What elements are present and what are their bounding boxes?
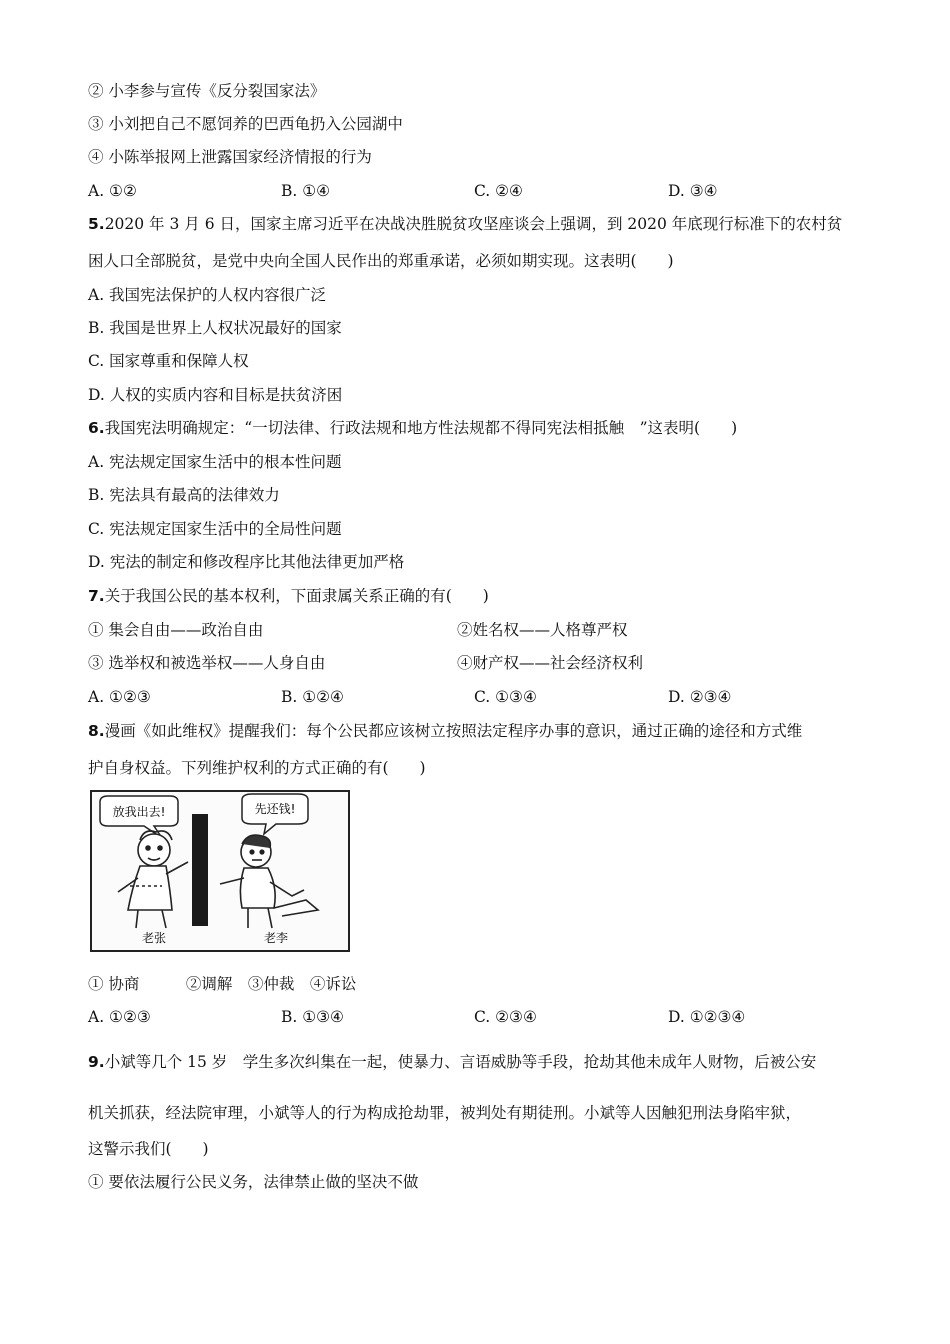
rights-cartoon-image [90,790,350,952]
right-bubble-text: 先还钱! [254,802,296,816]
q5-stem-line-2: 困人口全部脱贫，是党中央向全国人民作出的郑重承诺，必须如期实现。这表明( ) [88,252,674,270]
q8-stem-line-2: 护自身权益。下列维护权利的方式正确的有( ) [88,759,426,777]
q7-option-c: C. ①③④ [474,688,537,706]
q8-option-c: C. ②③④ [474,1008,537,1026]
name-label-right: 老李 [263,931,289,945]
q9-number: 9. [88,1053,105,1071]
q9-stem-line-1 [88,1051,816,1073]
q5-stem-line-1 [88,213,842,235]
q8-option-b: B. ①③④ [281,1008,344,1026]
q7-item-2: ②姓名权——人格尊严权 [457,621,628,639]
q5-option-a: A. 我国宪法保护的人权内容很广泛 [88,286,327,304]
man-left-figure [118,831,188,928]
q8-stem-text: 漫画《如此维权》提醒我们：每个公民都应该树立按照法定程序办事的意识，通过正确的途径和方式维 [104,722,803,740]
q8-items: ① 协商 ②调解 ③仲裁 ④诉讼 [88,975,357,993]
q4-item-2: ② 小李参与宣传《反分裂国家法》 [88,82,326,100]
left-bubble-text: 放我出去! [112,805,166,819]
q7-item-1: ① 集会自由——政治自由 [88,621,264,639]
q9-item-1: ① 要依法履行公民义务，法律禁止做的坚决不做 [88,1173,419,1191]
q6-option-d: D. 宪法的制定和修改程序比其他法律更加严格 [88,553,405,571]
name-label-left: 老张 [141,931,167,945]
q6-number: 6. [88,419,105,437]
q7-stem-line-1 [88,585,489,607]
q9-stem-text: 小斌等几个 15 岁 学生多次纠集在一起，使暴力、言语威胁等手段，抢劫其他未成年人财物，后被公安 [104,1053,817,1071]
door-divider [192,814,208,926]
q7-stem-text: 关于我国公民的基本权利，下面隶属关系正确的有( ) [104,587,489,605]
q4-option-d: D. ③④ [668,182,718,200]
q7-option-d: D. ②③④ [668,688,732,706]
q7-option-a: A. ①②③ [88,688,151,706]
q7-item-4: ④财产权——社会经济权利 [457,654,644,672]
q5-stem-text: 2020 年 3 月 6 日，国家主席习近平在决战决胜脱贫攻坚座谈会上强调，到 2020 年底现行标准下的农村贫 [104,215,843,233]
q6-stem-text: 我国宪法明确规定：“一切法律、行政法规和地方性法规都不得同宪法相抵触 ”这表明( ) [104,419,738,437]
q6-option-b: B. 宪法具有最高的法律效力 [88,486,280,504]
q8-number: 8. [88,722,105,740]
q5-number: 5. [88,215,105,233]
q4-item-4: ④ 小陈举报网上泄露国家经济情报的行为 [88,148,372,166]
q5-option-b: B. 我国是世界上人权状况最好的国家 [88,319,342,337]
q7-item-3: ③ 选举权和被选举权——人身自由 [88,654,326,672]
q4-option-b: B. ①④ [281,182,331,200]
q4-option-a: A. ①② [88,182,137,200]
q9-stem-line-3: 这警示我们( ) [88,1140,209,1158]
man-right-figure [220,835,318,928]
q6-option-a: A. 宪法规定国家生活中的根本性问题 [88,453,342,471]
q7-number: 7. [88,587,105,605]
q9-stem-line-2: 机关抓获，经法院审理，小斌等人的行为构成抢劫罪，被判处有期徒刑。小斌等人因触犯刑法身陷牢狱， [88,1104,802,1122]
q8-option-d: D. ①②③④ [668,1008,746,1026]
q8-stem-line-1 [88,720,802,742]
q6-stem-line-1 [88,417,737,439]
q5-option-d: D. 人权的实质内容和目标是扶贫济困 [88,386,343,404]
q6-option-c: C. 宪法规定国家生活中的全局性问题 [88,520,342,538]
q7-option-b: B. ①②④ [281,688,344,706]
cartoon-drawing [92,792,348,950]
q4-item-3: ③ 小刘把自己不愿饲养的巴西龟扔入公园湖中 [88,115,403,133]
q8-option-a: A. ①②③ [88,1008,151,1026]
q4-option-c: C. ②④ [474,182,523,200]
q5-option-c: C. 国家尊重和保障人权 [88,352,249,370]
